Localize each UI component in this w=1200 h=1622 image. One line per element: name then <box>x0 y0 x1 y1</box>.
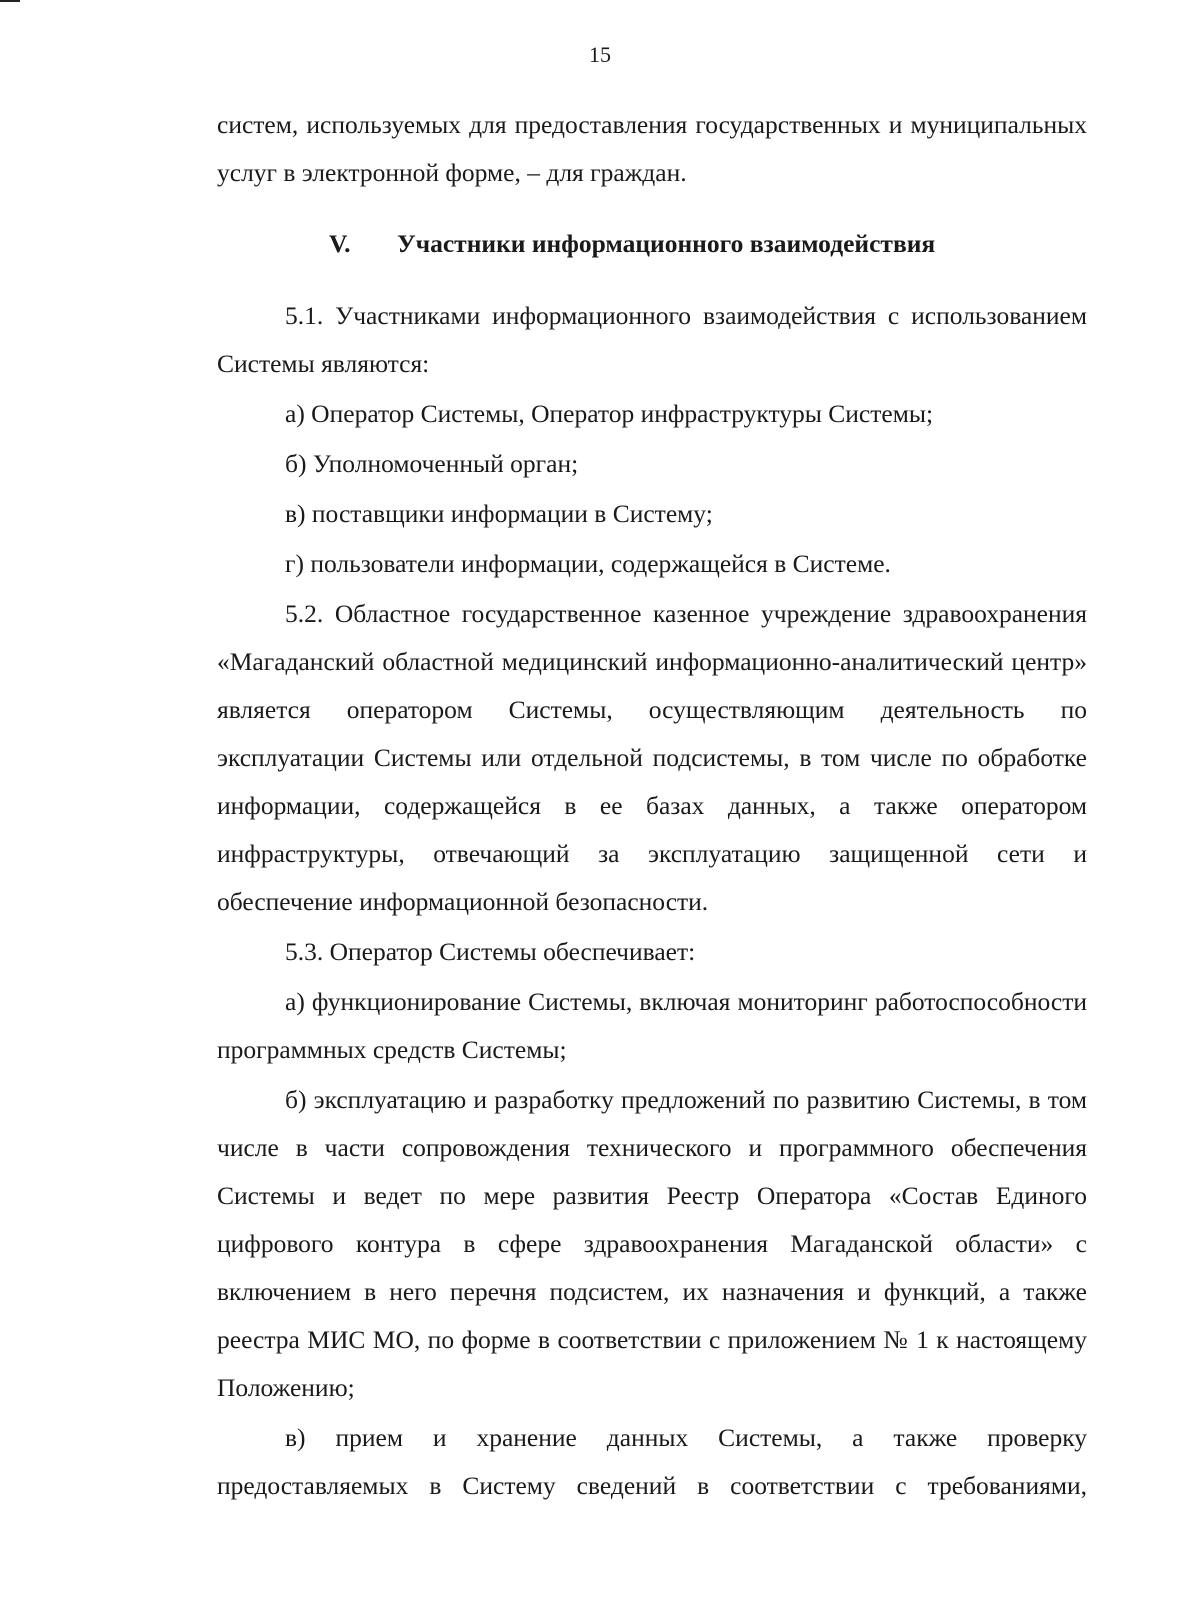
list-item-5-1-a: а) Оператор Системы, Оператор инфраструктуры Системы; <box>285 399 934 428</box>
page-number: 15 <box>589 42 611 67</box>
list-item-5-3-a: а) функционирование Системы, включая мониторинг работоспособности программных средств Системы; <box>217 987 1087 1064</box>
list-item-5-3-b: б) эксплуатацию и разработку предложений по развитию Системы, в том числе в части сопровождения технического и программного обеспечения Системы и ведет по мере развития Реестр Оператора «Состав Единого цифрового контура в сфере здравоохранения Магаданской области» с включением в него перечня подсистем, их назначения и функций, а также реестра МИС МО, по форме в соответствии с приложением № 1 к настоящему Положению; <box>217 1085 1087 1402</box>
document-body <box>217 101 1087 1510</box>
section-heading <box>217 220 1087 268</box>
paragraph-5-3: 5.3. Оператор Системы обеспечивает: <box>285 937 696 966</box>
list-item-5-1-v: в) поставщики информации в Систему; <box>285 499 713 528</box>
list-item-5-1-g: г) пользователи информации, содержащейся в Системе. <box>285 549 891 578</box>
paragraph-5-1: 5.1. Участниками информационного взаимодействия с использованием Системы являются: <box>217 301 1087 378</box>
list-item-5-3-v: в) прием и хранение данных Системы, а также проверку предоставляемых в Систему сведений в соответствии с требованиями, <box>217 1423 1087 1500</box>
section-title: Участники информационного взаимодействия <box>397 229 936 258</box>
section-number: V. <box>329 229 351 258</box>
paragraph-5-2: 5.2. Областное государственное казенное учреждение здравоохранения «Магаданский областной медицинский информационно-аналитический центр» является оператором Системы, осуществляющим деятельность по эксплуатации Системы или отдельной подсистемы, в том числе по обработке информации, содержащейся в ее базах данных, а также оператором инфраструктуры, отвечающий за эксплуатацию защищенной сети и обеспечение информационной безопасности. <box>217 599 1087 916</box>
list-item-5-1-b: б) Уполномоченный орган; <box>285 449 579 478</box>
scan-corner-mark <box>0 0 20 2</box>
paragraph-intro: систем, используемых для предоставления государственных и муниципальных услуг в электронной форме, – для граждан. <box>217 110 1087 187</box>
